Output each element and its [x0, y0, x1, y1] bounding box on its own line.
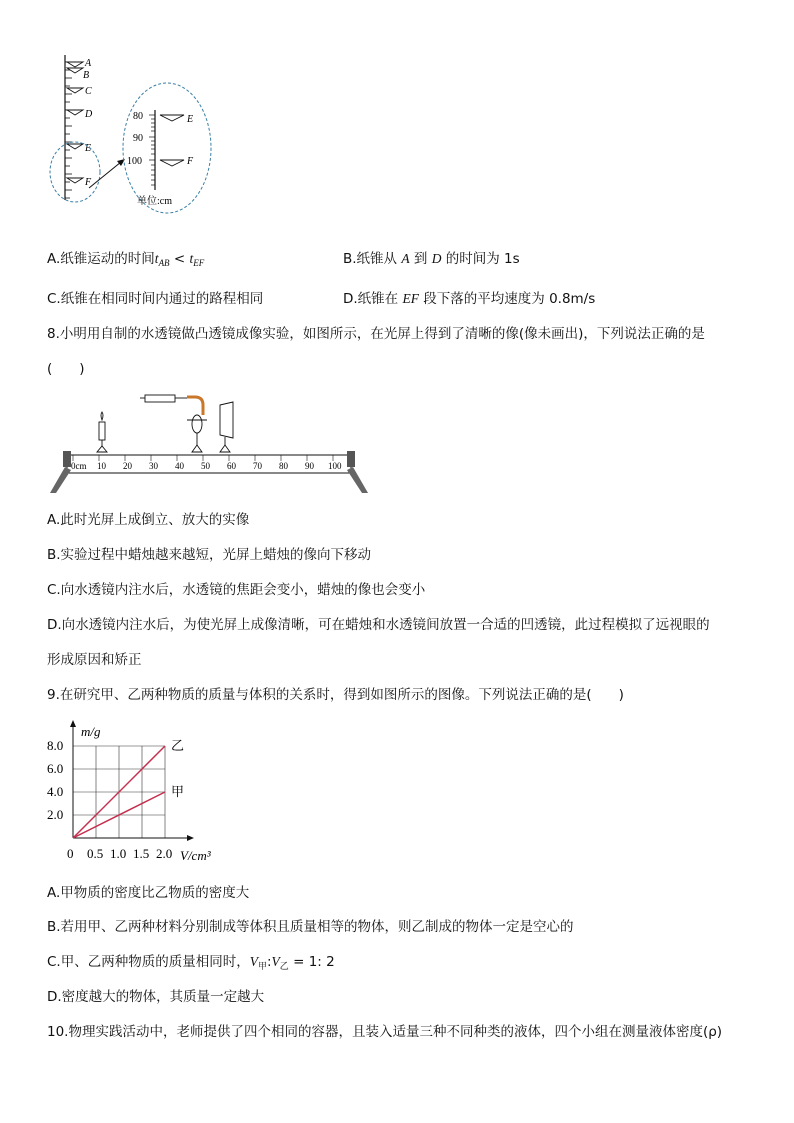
q9-stem: 9.在研究甲、乙两种物质的质量与体积的关系时，得到如图所示的图像。下列说法正确的是( ) — [47, 687, 624, 703]
bench-label-80: 80 — [279, 461, 288, 471]
q9-option-b: B.若用甲、乙两种材料分别制成等体积且质量相等的物体，则乙制成的物体一定是空心的 — [47, 919, 574, 935]
x-axis-label: V/cm³ — [180, 848, 211, 863]
x-tick-label: 1.5 — [133, 846, 150, 861]
q7-paper-cone-figure — [45, 50, 245, 220]
cone-label-c: C — [85, 86, 92, 97]
origin-label: 0 — [67, 846, 74, 861]
q8-option-a: A.此时光屏上成倒立、放大的实像 — [47, 512, 250, 528]
q8-option-d: D.向水透镜内注水后，为使光屏上成像清晰，可在蜡烛和水透镜间放置一合适的凹透镜，此过程模拟了远视眼的 — [47, 617, 710, 633]
cone-label-b: B — [83, 70, 90, 81]
scale-label-80: 80 — [133, 111, 143, 122]
zoom-cone-icons — [160, 115, 184, 166]
q8-option-c: C.向水透镜内注水后，水透镜的焦距会变小，蜡烛的像也会变小 — [47, 582, 426, 598]
y-tick-label: 8.0 — [47, 738, 64, 753]
q8-option-b: B.实验过程中蜡烛越来越短，光屏上蜡烛的像向下移动 — [47, 547, 372, 563]
q7-option-d: D.纸锥在 EF 段下落的平均速度为 0.8m/s — [343, 291, 596, 307]
q9-option-d: D.密度越大的物体，其质量一定越大 — [47, 989, 265, 1005]
syringe-icon — [140, 395, 203, 415]
q9-mass-volume-chart — [45, 718, 235, 866]
cone-label-d: D — [85, 109, 93, 120]
x-tick-label: 0.5 — [87, 846, 104, 861]
cone-label-a: A — [85, 58, 92, 69]
zoom-label-f: F — [187, 156, 194, 167]
q8-stem: 8.小明用自制的水透镜做凸透镜成像实验，如图所示，在光屏上得到了清晰的像(像未画出)，下列说法正确的是 — [47, 326, 705, 342]
q8-stem-brackets: ( ) — [47, 361, 85, 377]
bench-label-30: 30 — [149, 461, 158, 471]
q10-stem: 10.物理实践活动中，老师提供了四个相同的容器，且装入适量三种不同种类的液体，四个小组在测量液体密度(ρ) — [47, 1024, 723, 1040]
q7-option-a: A.纸锥运动的时间$t_{AB} < t_{EF}$ — [47, 251, 205, 268]
bench-label-0: 0cm — [71, 461, 87, 471]
unit-label: 单位:cm — [137, 196, 172, 207]
q9-option-a: A.甲物质的密度比乙物质的密度大 — [47, 885, 250, 901]
q8-option-d-cont: 形成原因和矫正 — [47, 652, 142, 668]
q7-option-c: C.纸锥在相同时间内通过的路程相同 — [47, 291, 264, 307]
water-lens-icon — [187, 415, 207, 452]
q9-option-c: C.甲、乙两种物质的质量相同时，$V_甲:V_乙 = 1$: 2 — [47, 954, 335, 972]
candle-icon — [97, 412, 107, 452]
bench-label-70: 70 — [253, 461, 262, 471]
y-axis-label: m/g — [81, 724, 101, 739]
scale-label-90: 90 — [133, 133, 143, 144]
bench-label-20: 20 — [123, 461, 132, 471]
bench-label-40: 40 — [175, 461, 184, 471]
bench-label-60: 60 — [227, 461, 236, 471]
cone-label-e: E — [85, 143, 92, 154]
x-tick-label: 1.0 — [110, 846, 127, 861]
cone-label-f: F — [85, 177, 92, 188]
bench-label-10: 10 — [97, 461, 106, 471]
bench-label-90: 90 — [305, 461, 314, 471]
q7-option-b: B.纸锥从 A 到 D 的时间为 1s — [343, 251, 520, 267]
zoom-label-e: E — [187, 114, 194, 125]
x-tick-label: 2.0 — [156, 846, 173, 861]
bench-label-100: 100 — [328, 461, 342, 471]
y-tick-label: 2.0 — [47, 807, 64, 822]
y-tick-label: 6.0 — [47, 761, 64, 776]
q8-optical-bench-figure — [45, 390, 375, 495]
scale-label-100: 100 — [127, 156, 142, 167]
series-label: 乙 — [171, 738, 185, 753]
series-label: 甲 — [171, 784, 185, 799]
light-screen-icon — [220, 402, 233, 452]
y-tick-label: 4.0 — [47, 784, 64, 799]
paper-cone-icons — [67, 62, 83, 183]
bench-label-50: 50 — [201, 461, 210, 471]
